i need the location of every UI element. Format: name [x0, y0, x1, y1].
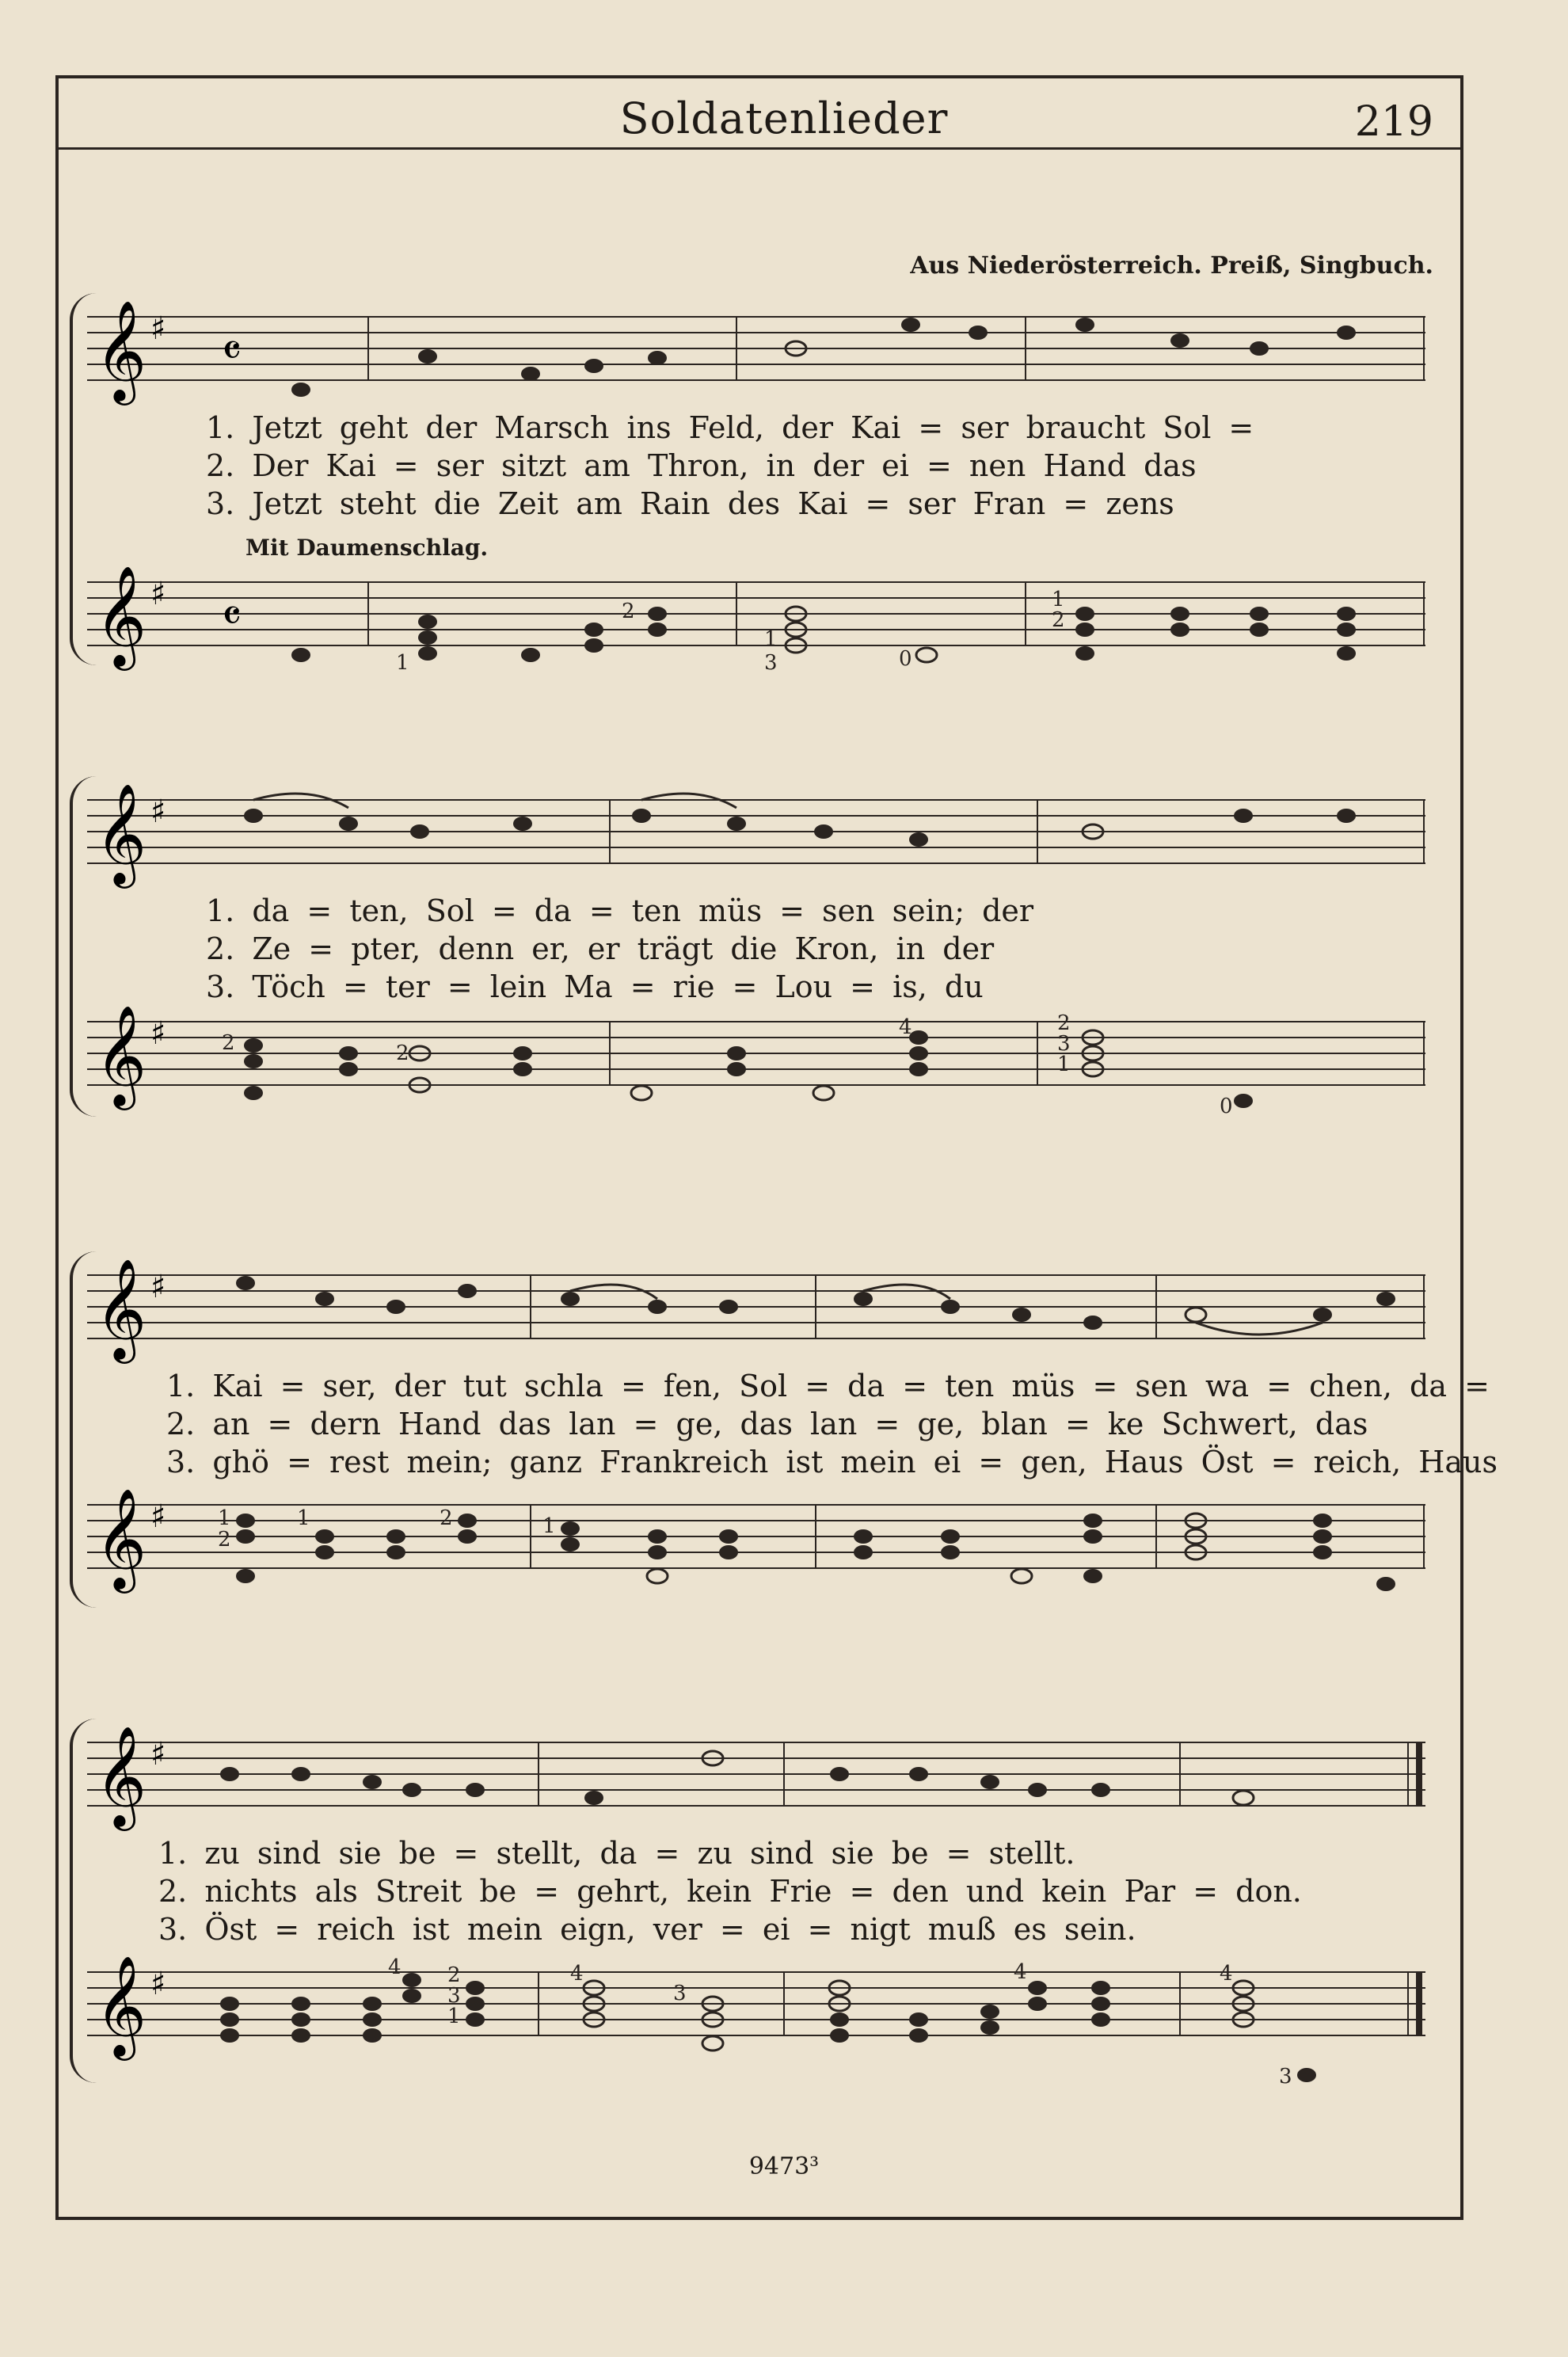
- svg-text:4: 4: [1014, 1960, 1027, 1984]
- accompaniment-staff: [87, 1489, 1425, 1600]
- performance-note: Mit Daumenschlag.: [245, 535, 489, 561]
- vocal-staff: [87, 1727, 1425, 1837]
- svg-text:4: 4: [1220, 1962, 1233, 1986]
- verse-line-3: 3. Öst = reich ist mein eign, ver = ei = nigt muß es sein.: [158, 1912, 1136, 1947]
- svg-text:3: 3: [447, 1984, 461, 2008]
- page-number: 219: [1354, 98, 1433, 146]
- music-system-4: [87, 1703, 1425, 2115]
- accompaniment-staff: [87, 1006, 1425, 1117]
- treble-clef-icon: 𝄞: [95, 301, 147, 401]
- svg-text:0: 0: [1220, 1095, 1233, 1117]
- verse-line-1: 1. Jetzt geht der Marsch ins Feld, der Kai = ser braucht Sol =: [206, 410, 1254, 445]
- svg-text:2: 2: [447, 1963, 461, 1987]
- svg-text:3: 3: [1279, 2065, 1292, 2089]
- svg-text:1: 1: [396, 651, 409, 675]
- svg-text:2: 2: [1057, 1011, 1071, 1035]
- verse-line-1: 1. da = ten, Sol = da = ten müs = sen sein; der: [206, 893, 1034, 928]
- verse-line-1: 1. Kai = ser, der tut schla = fen, Sol = da = ten müs = sen wa = chen, da =: [166, 1369, 1490, 1403]
- svg-text:1: 1: [447, 2005, 461, 2028]
- svg-text:1: 1: [1052, 588, 1065, 611]
- verse-line-3: 3. ghö = rest mein; ganz Frankreich ist mein ei = gen, Haus Öst = reich, Haus: [166, 1445, 1498, 1479]
- accompaniment-staff: [87, 566, 1425, 677]
- svg-text:1: 1: [542, 1514, 556, 1538]
- sharp-icon: ♯: [150, 1736, 166, 1773]
- svg-text:1: 1: [218, 1506, 231, 1530]
- common-time-icon: 𝄴: [222, 591, 242, 642]
- treble-clef-icon: 𝄞: [95, 1006, 147, 1106]
- vocal-staff: [87, 784, 1425, 895]
- svg-text:2: 2: [440, 1506, 453, 1530]
- sharp-icon: ♯: [150, 1498, 166, 1535]
- svg-text:2: 2: [396, 1041, 409, 1065]
- svg-text:1: 1: [764, 627, 778, 651]
- svg-text:4: 4: [570, 1962, 584, 1986]
- vocal-staff: [87, 301, 1425, 412]
- treble-clef-icon: 𝄞: [95, 1489, 147, 1589]
- svg-text:2: 2: [1052, 608, 1065, 632]
- svg-text:3: 3: [673, 1982, 687, 2005]
- sharp-icon: ♯: [150, 1966, 166, 2002]
- svg-text:4: 4: [388, 1956, 402, 1979]
- verse-line-3: 3. Jetzt steht die Zeit am Rain des Kai = ser Fran = zens: [206, 486, 1174, 521]
- svg-text:1: 1: [297, 1506, 310, 1530]
- common-time-icon: 𝄴: [222, 326, 242, 377]
- svg-text:2: 2: [218, 1528, 231, 1552]
- treble-clef-icon: 𝄞: [95, 784, 147, 884]
- accompaniment-staff: [87, 1956, 1425, 2099]
- treble-clef-icon: 𝄞: [95, 1727, 147, 1826]
- treble-clef-icon: 𝄞: [95, 1956, 147, 2056]
- treble-clef-icon: 𝄞: [95, 566, 147, 666]
- page-title: Soldatenlieder: [619, 93, 949, 143]
- sharp-icon: ♯: [150, 310, 166, 347]
- plate-number: 9473³: [748, 2153, 820, 2180]
- music-system-3: [87, 1236, 1498, 1632]
- sharp-icon: ♯: [150, 794, 166, 830]
- svg-text:0: 0: [899, 647, 912, 671]
- treble-clef-icon: 𝄞: [95, 1259, 147, 1359]
- sharp-icon: ♯: [150, 1015, 166, 1052]
- verse-line-3: 3. Töch = ter = lein Ma = rie = Lou = is, du: [206, 969, 984, 1004]
- verse-line-2: 2. Der Kai = ser sitzt am Thron, in der ei = nen Hand das: [206, 448, 1197, 483]
- svg-text:2: 2: [222, 1031, 235, 1055]
- sharp-icon: ♯: [150, 576, 166, 612]
- verse-line-1: 1. zu sind sie be = stellt, da = zu sind sie be = stellt.: [158, 1836, 1075, 1871]
- svg-text:1: 1: [1057, 1053, 1071, 1076]
- svg-text:2: 2: [622, 600, 635, 623]
- source-note: Aus Niederösterreich. Preiß, Singbuch.: [910, 252, 1433, 280]
- music-system-1: [87, 261, 1425, 705]
- svg-text:3: 3: [1057, 1032, 1071, 1056]
- music-system-2: [87, 760, 1425, 1140]
- verse-line-2: 2. Ze = pter, denn er, er trägt die Kron, in der: [206, 931, 995, 966]
- svg-text:4: 4: [899, 1015, 912, 1039]
- vocal-staff: [87, 1259, 1425, 1370]
- verse-line-2: 2. an = dern Hand das lan = ge, das lan = ge, blan = ke Schwert, das: [166, 1407, 1368, 1441]
- sharp-icon: ♯: [150, 1269, 166, 1305]
- svg-text:3: 3: [764, 651, 778, 675]
- verse-line-2: 2. nichts als Streit be = gehrt, kein Frie = den und kein Par = don.: [158, 1874, 1302, 1909]
- header-rule: [59, 147, 1460, 150]
